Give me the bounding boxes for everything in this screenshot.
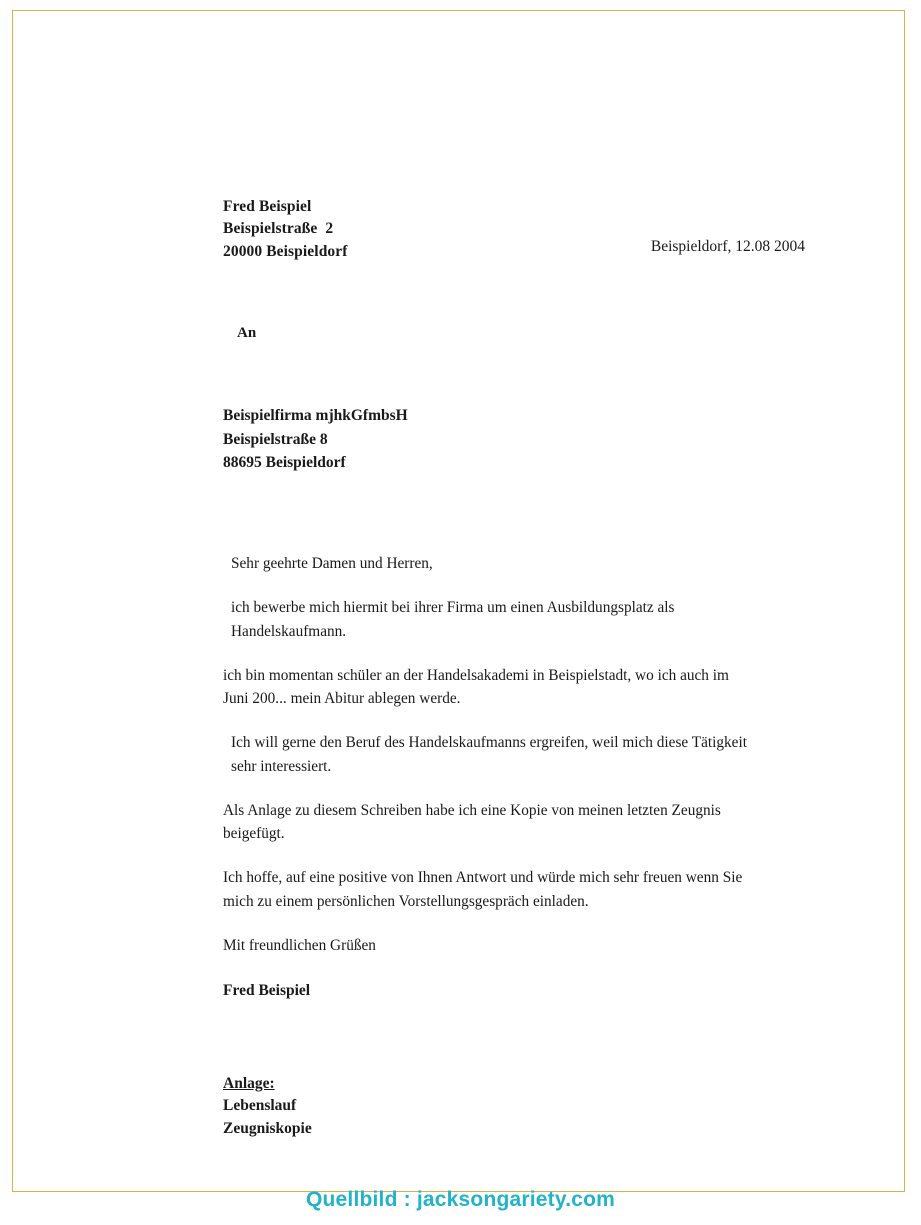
recipient-street: Beispielstraße 8	[223, 430, 328, 448]
sender-date-row	[223, 196, 823, 263]
source-credit: Quellbild : jacksongariety.com	[305, 1188, 616, 1211]
attachment-item: Lebenslauf	[223, 1097, 297, 1115]
closing-line: Mit freundlichen Grüßen	[223, 936, 376, 954]
to-label: An	[237, 325, 257, 342]
body-paragraph-3: Ich will gerne den Beruf des Handelskaufmanns ergreifen, weil mich diese Tätigkeit sehr interessiert.	[231, 734, 747, 775]
body-paragraph-5: Ich hoffe, auf eine positive von Ihnen Antwort und würde mich sehr freuen wenn Sie mich zu einem persönlichen Vorstellungsgespräch einladen.	[223, 869, 743, 910]
sender-name: Fred Beispiel	[223, 198, 312, 215]
recipient-company: Beispielfirma mjhkGfmbsH	[223, 407, 408, 425]
place-and-date: Beispieldorf, 12.08 2004	[650, 238, 805, 255]
signature-name: Fred Beispiel	[223, 982, 311, 1000]
letter-body	[223, 552, 823, 1003]
attachments-heading: Anlage:	[223, 1074, 275, 1092]
salutation: Sehr geehrte Damen und Herren,	[231, 555, 433, 573]
attachments-block	[223, 1073, 823, 1140]
body-paragraph-1: ich bewerbe mich hiermit bei ihrer Firma um einen Ausbildungsplatz als Handelskaufmann.	[231, 599, 675, 640]
recipient-city: 88695 Beispieldorf	[223, 453, 346, 471]
letter-content	[223, 196, 823, 1140]
sender-city: 20000 Beispieldorf	[223, 242, 348, 260]
attachment-item: Zeugniskopie	[223, 1119, 312, 1137]
sender-street: Beispielstraße 2	[223, 220, 334, 238]
document-page	[12, 10, 905, 1192]
body-paragraph-4: Als Anlage zu diesem Schreiben habe ich eine Kopie von meinen letzten Zeugnis beigefügt.	[223, 801, 721, 843]
recipient-address-block	[223, 404, 823, 474]
sender-address-block	[223, 196, 348, 263]
body-paragraph-2: ich bin momentan schüler an der Handelsakademi in Beispielstadt, wo ich auch im Juni 200... mein Abitur ablegen werde.	[223, 666, 729, 708]
